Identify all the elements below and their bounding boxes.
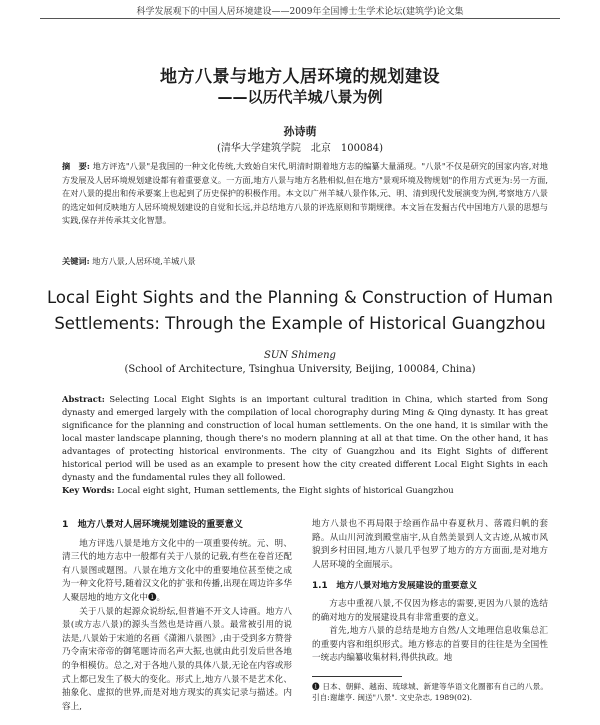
keywords-en-label: Key Words: [62, 485, 115, 495]
body-paragraph: 首先,地方八景的总结是地方自然/人文地理信息收集总汇的重要内容和组织形式。地方修志的首要目的往往是为全国性一统志内编纂收集材料,得供执政。地 [312, 626, 548, 664]
abstract-cn [62, 160, 548, 228]
section-heading: 1 地方八景对人居环境规划建设的重要意义 [62, 519, 243, 530]
abstract-cn-text: 地方评选"八景"是我国的一种文化传统,大致始自宋代,明清时期着地方志的编纂大量涌现。"八景"不仅是研究的国家内容,对地方发展及人居环境规划建设都有着重要意义。一方面,地方八景与地方名胜相似,但在地方"景观环境及物规划"的作用方式更为:另一方面,在对八景的提出和传承要案上也起到了历史保护的积极作用。本文以广州羊城八景作体,元、明、清到现代发展演变为例,考察地方八景的选定如何反映地方人居环境规划建设的自觉和长远,并总结地方八景的评选原则和节期规律。本文旨在发掘古代中国地方八景的思想与实践,保存并传承其文化智慧。 [62, 161, 548, 225]
body-paragraph: 地方评选八景是地方文化中的一项重要传统。元、明、清三代的地方志中一般都有关于八景的记载,有些在卷首还配有八景图或题图。八景在地方文化中的重要地位甚至使之成为一种文化符号,随着汉文化的扩张和传播,出现在周边许多华人聚居地的地方文化中❶。 [62, 538, 292, 603]
paper-subtitle-cn: ——以历代羊城八景为例 [217, 88, 383, 106]
running-header: 科学发展观下的中国人居环境建设——2009年全国博士生学术论坛(建筑学)论文集 [136, 7, 464, 17]
abstract-en [62, 393, 548, 484]
footnote: ❶ 日本、朝鲜、越南、琉球城、新建等华语文化圈都有自己的八景。引自:谢雄亨. 闽送"八景". 文史杂志, 1989(02). [312, 681, 548, 702]
author-name-en: SUN Shimeng [264, 350, 336, 361]
author-affiliation-cn: (清华大学建筑学院 北京 100084) [217, 143, 383, 154]
subsection-heading: 1.1 地方八景对地方发展建设的重要意义 [312, 581, 478, 592]
body-right-column [312, 518, 548, 703]
abstract-cn-label: 摘 要: [62, 161, 90, 171]
author-name-cn: 孙诗萌 [283, 125, 317, 138]
body-paragraph: 方志中重视八景,不仅因为修志的需要,更因为八景的选结的确对地方的发展建设具有非常重要的意义。 [312, 598, 548, 623]
abstract-en-label: Abstract: [62, 394, 105, 404]
header-rule [40, 18, 560, 19]
keywords-cn-label: 关键词: [62, 256, 90, 266]
body-paragraph: 地方八景也不再局限于绘画作品中春夏秋月、落霞归帆的套路。从山川河流到殿堂庙宇,从自然美景到人文古迹,从城市风貌到乡村田园,地方八景几乎包罗了地方的方方面面,是对地方人居环境的全面展示。 [312, 519, 548, 570]
keywords-cn [62, 256, 548, 267]
paper-title-en: Local Eight Sights and the Planning & Construction of Human Settlements: Through the Example of Historical Guangzhou [47, 288, 553, 333]
abstract-en-text: Selecting Local Eight Sights is an important cultural tradition in China, which started from Song dynasty and emerged largely with the compilation of local chorography during Ming & Qing dynasty. It has great significance for the planning and construction of local human settlements. On the one hand, it is similar with the local master landscape planning, though there's no modern planning at all at that time. On the other hand, it has advantages of protecting historical environments. The city of Guangzhou and its Eight Sights of different historical period will be used as an example to present how the city created different Local Eight Sights in each dynasty and the fundamental rules they all followed. [62, 394, 548, 482]
body-paragraph: 关于八景的起源众说纷纭,但普遍不开文人诗画。地方八景(或方志八景)的源头当然也是诗画八景。最常被引用的说法是,八景始于宋道的名画《潇湘八景图》,由于受到多方赞誉乃令南宋帝帝的御笔题诗而名声大振,也就由此引发后世各地的争相模仿。总之,对于各地八景的具体八景,无论在内容或形式上都已发生了极大的变化。形式上,地方八景不是艺术化、抽象化、虚拟的世界,而是对地方现实的真实记录与描述。内容上, [62, 606, 292, 712]
keywords-en [62, 485, 548, 495]
author-affiliation-en: (School of Architecture, Tsinghua University, Beijing, 100084, China) [124, 364, 476, 375]
footnote-rule [312, 676, 402, 677]
paper-title-cn: 地方八景与地方人居环境的规划建设 [160, 67, 440, 87]
keywords-en-text: Local eight sight, Human settlements, the Eight sights of historical Guangzhou [117, 485, 454, 495]
body-left-column [62, 518, 292, 714]
keywords-cn-text: 地方八景,人居环境,羊城八景 [92, 256, 196, 266]
